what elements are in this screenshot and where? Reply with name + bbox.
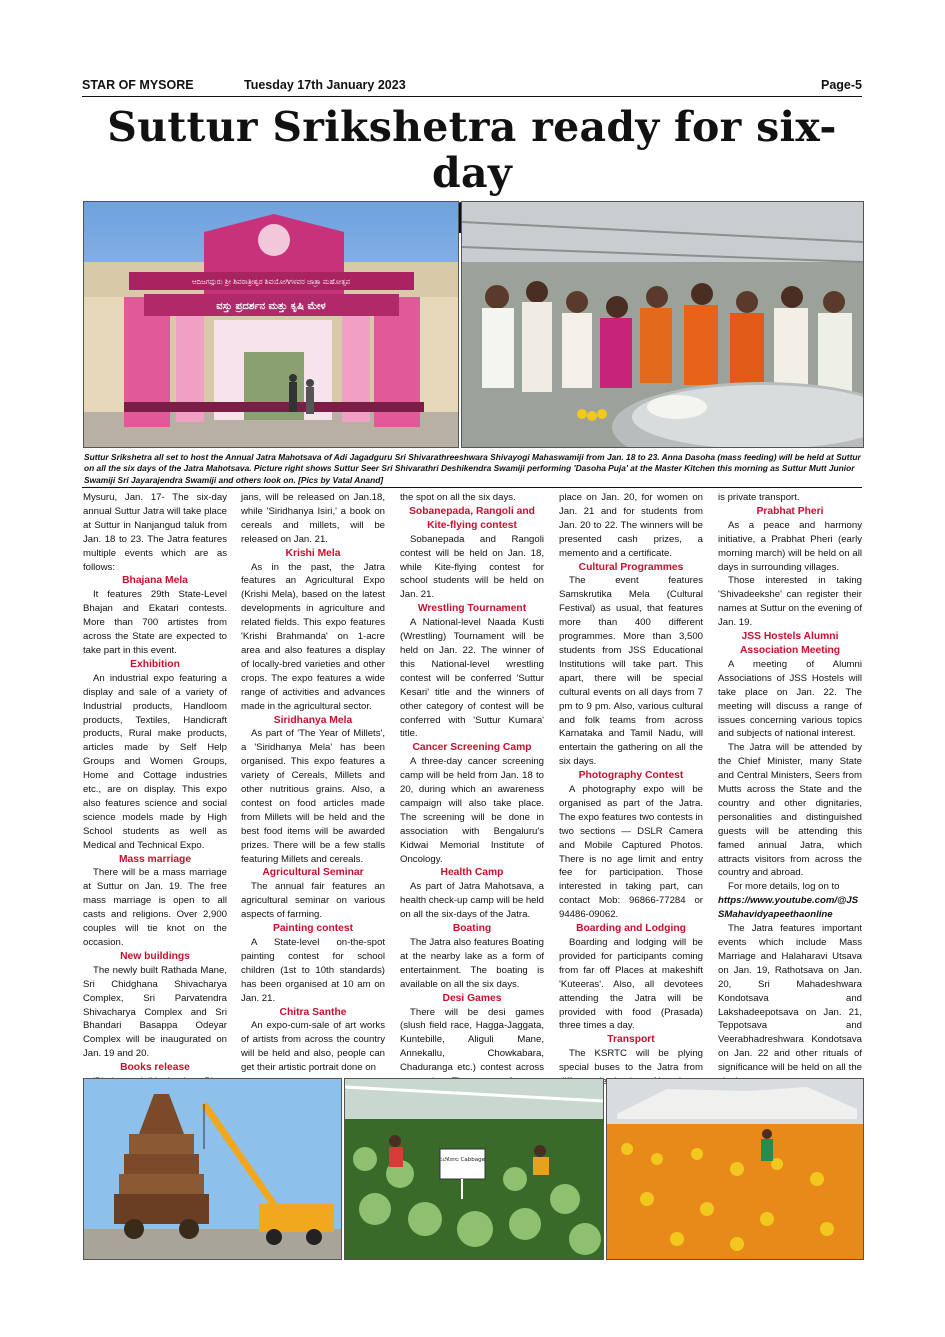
paragraph: place on Jan. 20, for women on Jan. 21 and for students from Jan. 20 to 22. The winners will be presented cash prizes, a memento and a certificate.	[559, 492, 703, 559]
subhead-cancer-screening: Cancer Screening Camp	[412, 742, 532, 754]
chariot-illustration	[84, 1079, 341, 1259]
article-column-2	[241, 491, 385, 1075]
garden-illustration	[345, 1079, 603, 1259]
paragraph: An industrial expo featuring a display and sale of a variety of Industrial products, Handloom products, Textiles, Handicraft products, Rural make products, articles made by Self Help Groups and Women Groups, Home and Cottage industries etc., are on display. This expo also features science and social science models made by High School students as well as Medical and Technical Expo.	[83, 672, 227, 851]
paragraph: jans, will be released on Jan.18, while 'Siridhanya Isiri,' a book on cereals and millets, will be released on Jan. 21.	[241, 492, 385, 545]
subhead-painting-contest: Painting contest	[272, 923, 354, 935]
paragraph: is private transport.	[718, 492, 800, 503]
paragraph: A National-level Naada Kusti (Wrestling) Tournament will be held on Jan. 22. The winner of this National-level wrestling contest will be conferred 'Suttur Kesari' title and the winners of other category of contest will be conferred with 'Suttur Kumara' title.	[400, 617, 544, 740]
photo-caption: Suttur Srikshetra all set to host the Annual Jatra Mahotsava of Adi Jagadguru Sri Shivarathreeshwara Shivayogi Mahaswamiji from Jan. 18 to 23. Anna Dasoha (mass feeding) will be held at Suttur on all the six days of the Jatra Mahotsava. Picture right shows Suttur Seer Sri Shivarathri Deshikendra Swamiji performing 'Dasoha Puja' at the Master Kitchen this morning as Suttur Mutt Junior Swamiji Sri Jayarajendra Swamiji and others look on. [Pics by Vatal Anand]	[84, 452, 861, 485]
subhead-prabhat-pheri: Prabhat Pheri	[756, 505, 824, 517]
paragraph: An expo-cum-sale of art works of artists from across the country will be held and also, people can get their artistic portrait done on	[241, 1020, 385, 1074]
subhead-jss-alumni: JSS Hostels Alumni Association Meeting	[739, 631, 841, 656]
arch-banner-text: ಆದಿಜಗದ್ಗುರು ಶ್ರೀ ಶಿವರಾತ್ರೀಶ್ವರ ಶಿವಯೋಗಿಗಳವರ ಜಾತ್ರಾ ಮಹೋತ್ಸವ	[191, 278, 351, 286]
subhead-photography-contest: Photography Contest	[578, 770, 684, 782]
paragraph: The newly built Rathada Mane, Sri Chidghana Shivacharya Complex, Sri Parvatendra Shivacharya Complex and Sri Bhandari Basappa Odeyar Complex will be inaugurated on Jan. 19 and 20.	[83, 964, 227, 1060]
subhead-chitra-santhe: Chitra Santhe	[279, 1006, 347, 1018]
paragraph: There will be desi games (slush field race, Hagga-Jaggata, Kuntebille, Aliguli Mane, Annekallu, Chowkabara, Chaduranga etc.) contest across	[400, 1006, 544, 1074]
page-number: Page-5	[821, 78, 862, 92]
paragraph: the spot on all the six days.	[400, 492, 516, 503]
subhead-sobanepada: Sobanepada, Rangoli and Kite-flying contest	[409, 505, 535, 531]
paragraph: Boarding and lodging will be provided for participants coming from far off Places at makeshift 'Kuteeras'. Also, all devotees attending the Jatra will be provided with food (Prasada) three times a day.	[559, 937, 703, 1032]
article-column-1	[83, 491, 227, 1089]
page-header	[82, 78, 862, 94]
subhead-siridhanya-mela: Siridhanya Mela	[273, 714, 353, 726]
paragraph: For more details, log on to	[728, 881, 840, 893]
subhead-cultural-programmes: Cultural Programmes	[578, 561, 684, 573]
paragraph: A meeting of Alumni Associations of JSS Hostels will take place on Jan. 22. The meeting will discuss a range of issues concerning various topics and subjects of national interest.	[718, 658, 862, 740]
paragraph: As part of 'The Year of Millets', a 'Siridhanya Mela' has been organised. This expo features a variety of Cereals, Millets and other nutritious grains. Also, a contest on food articles made from Millets will be held and the best food items will be awarded prizes. There will be a few stalls featuring Millets and cereals.	[241, 728, 385, 865]
paragraph: As part of Jatra Mahotsava, a health check-up camp will be held on all the six-days of the Jatra.	[400, 881, 544, 921]
paragraph: As in the past, the Jatra features an Agricultural Expo (Krishi Mela), based on the latest developments in agriculture and related fields. This expo features 'Krishi Brahmanda' on 1-acre area and also features a display of locally-bred varieties and other crops. The expo features a wide range of activities and advances made in the agricultural sector.	[241, 561, 385, 712]
flower-illustration	[607, 1079, 863, 1259]
photo-jatra-arch	[83, 201, 459, 448]
paragraph: The annual fair features an agricultural seminar on various aspects of farming.	[241, 881, 385, 921]
photo-chariot-crane	[83, 1078, 342, 1260]
paragraph: A photography expo will be organised as part of the Jatra. The expo features two contests in two sections — DSLR Camera and Mobile Captured Photos. There is no age limit and entry fee for participation. Those interested in taking part, can contact Mob: 96866-77284 or 94486-09062.	[559, 784, 703, 921]
photo-flower-beds	[606, 1078, 864, 1260]
paragraph: As a peace and harmony initiative, a Prabhat Pheri (early morning march) will be held on all days in surrounding villages.	[718, 519, 862, 573]
article-column-5	[718, 491, 862, 1089]
article-lead: Mysuru, Jan. 17- The six-day annual Suttur Jatra will take place at Suttur in Nanjangud taluk from Jan. 18 to 23. The Jatra features multiple events which are as follows:	[83, 492, 227, 573]
article-column-3	[400, 491, 544, 1103]
subhead-wrestling: Wrestling Tournament	[417, 603, 527, 615]
subhead-new-buildings: New buildings	[120, 950, 190, 962]
subhead-transport: Transport	[607, 1034, 655, 1046]
dasoha-illustration	[462, 202, 863, 447]
subhead-health-camp: Health Camp	[440, 867, 504, 879]
subhead-desi-games: Desi Games	[442, 992, 502, 1004]
plot-sign-text: ಎಲೆಕೋಸು Cabbage	[439, 1157, 485, 1163]
arch-illustration	[84, 202, 458, 447]
youtube-link[interactable]: https://www.youtube.com/@JSSMahavidyapeethaonline	[718, 895, 859, 921]
paragraph: Sobanepada and Rangoli contest will be held on Jan. 18, while Kite-flying contest for school students will be held on Jan. 21.	[400, 533, 544, 601]
photo-dasoha-puja	[461, 201, 864, 448]
paragraph: Those interested in taking 'Shivadeekshe' can register their names at Suttur on the evening of Jan. 19.	[718, 575, 862, 629]
paragraph: The Jatra features important events which include Mass Marriage and Halaharavi Utsava on Jan. 19, Rathotsava on Jan. 20, Sri Mahadeshwara Kondotsava and Lakshadeepotsava on Jan. 21, Teppotsava and Veerabhadreshwara Kondotsava on Jan. 22 and other rituals of significance will be held on all the	[718, 923, 862, 1074]
arch-sign-text: ವಸ್ತು ಪ್ರದರ್ಶನ ಮತ್ತು ಕೃಷಿ ಮೇಳ	[216, 301, 326, 312]
paragraph: There will be a mass marriage at Suttur on Jan. 19. The free mass marriage is open to all casts and religions. Over 2,900 couples will tie knot on the occasion.	[83, 867, 227, 948]
issue-date: Tuesday 17th January 2023	[244, 78, 406, 92]
paragraph: A State-level on-the-spot painting contest for school children (1st to 10th standards) has been organised at 10 am on Jan. 21.	[241, 937, 385, 1004]
subhead-exhibition: Exhibition	[130, 658, 180, 670]
masthead: STAR OF MYSORE	[82, 78, 194, 92]
subhead-mass-marriage: Mass marriage	[118, 853, 192, 865]
caption-rule	[82, 487, 862, 488]
paragraph: It features 29th State-Level Bhajan and Ekatari contests. More than 700 artistes from across the State are expected to take part in this event.	[83, 589, 227, 656]
photo-krishi-garden	[344, 1078, 604, 1260]
header-rule	[82, 96, 862, 97]
paragraph: The event features Samskrutika Mela (Cultural Festival) as usual, that features more than 400 different programmes. More than 3,500 students from JSS Educational Institutions will take part. This apart, there will be special cultural events on all days from 7 pm to 9 pm. Also, various cultural and folk teams from across Karnataka and Tamil Nadu, will entertain the gathering on all the six days.	[559, 575, 703, 768]
subhead-books-release: Books release	[120, 1062, 190, 1074]
subhead-boarding-lodging: Boarding and Lodging	[576, 923, 686, 935]
subhead-krishi-mela: Krishi Mela	[285, 547, 341, 559]
paragraph: The Jatra also features Boating at the nearby lake as a form of entertainment. The boating is available on all the six days.	[400, 937, 544, 990]
article-column-4	[559, 491, 703, 1089]
subhead-boating: Boating	[452, 923, 492, 935]
paragraph: The KSRTC will be plying special buses to the Jatra from	[559, 1048, 703, 1074]
subhead-bhajana-mela: Bhajana Mela	[122, 575, 188, 587]
paragraph: The Jatra will be attended by the Chief Minister, many State and Central Ministers, Seers from Mutts across the State and the country and other dignitaries, personalities and distinguished guests will be attending this famed annual Jatra, which attracts visitors from across the country and abroad.	[718, 742, 862, 879]
headline-line-1: Suttur Srikshetra ready for six-day	[107, 103, 837, 197]
paragraph: A three-day cancer screening camp will be held from Jan. 18 to 20, during which an awareness campaign will also take place. The screening will be done in association with Bengaluru's Kidwai Memorial Institute of Oncology.	[400, 756, 544, 865]
subhead-agricultural-seminar: Agricultural Seminar	[262, 867, 364, 879]
